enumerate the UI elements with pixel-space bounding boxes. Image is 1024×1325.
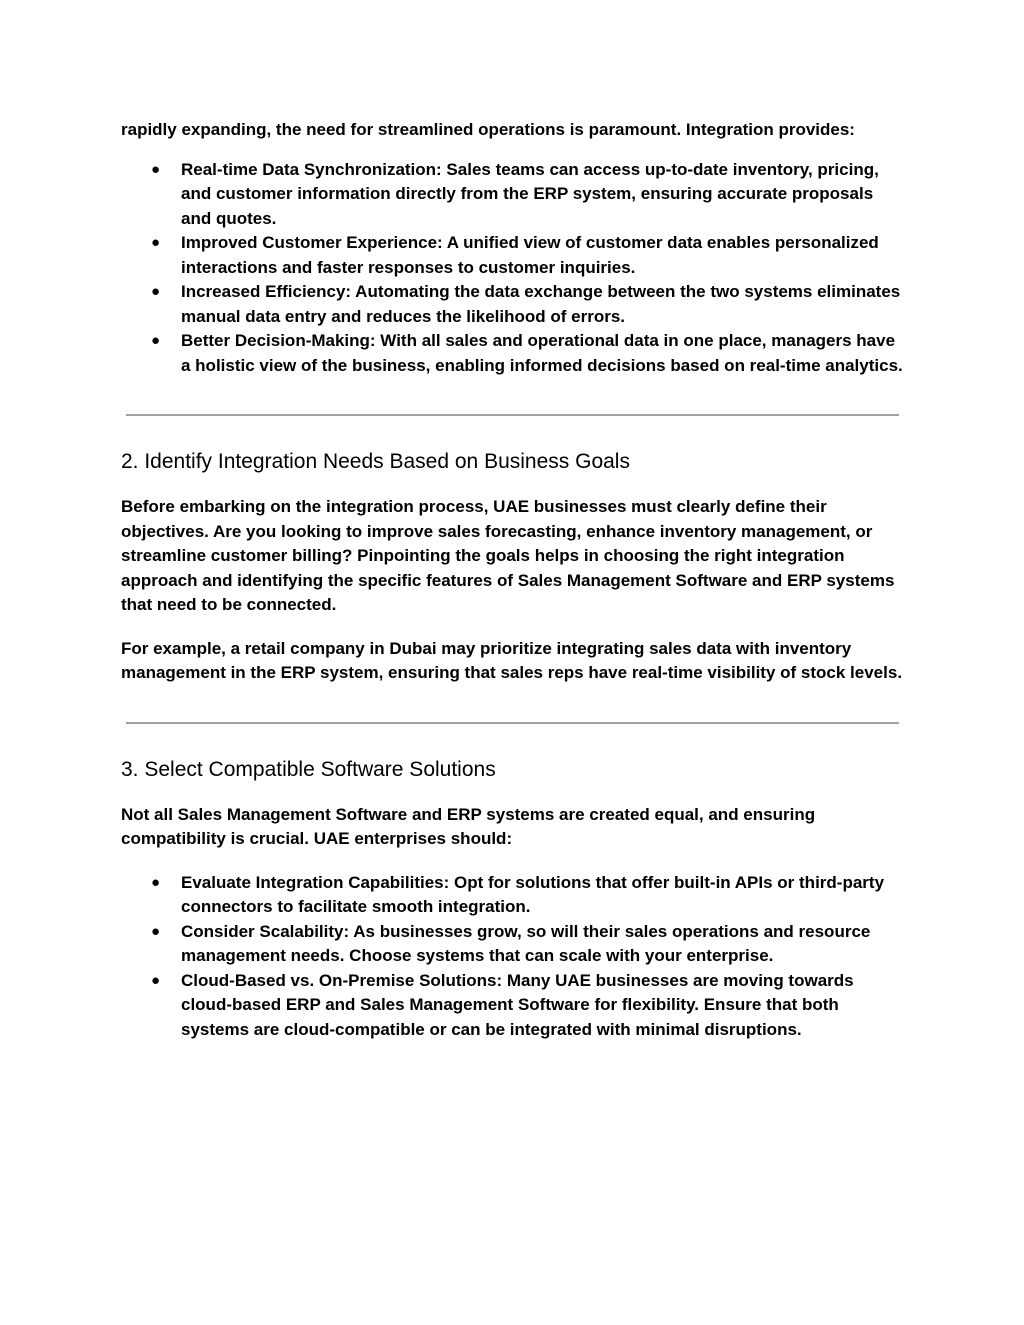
bullet-icon: ● bbox=[151, 234, 161, 251]
section-divider bbox=[126, 414, 899, 416]
bullet-icon: ● bbox=[151, 160, 161, 178]
bullet-icon: ● bbox=[151, 283, 161, 300]
bullet-icon: ● bbox=[151, 922, 161, 940]
section-heading: 3. Select Compatible Software Solutions bbox=[121, 757, 496, 781]
list-item: ● Cloud-Based vs. On-Premise Solutions: Many UAE businesses are moving towards cloud-based ERP and Sales Management Software for flexibility. Ensure that both systems are cloud-compatible or can be integrated with minimal disruptions. bbox=[151, 970, 854, 1039]
document-page bbox=[121, 118, 906, 1042]
section-divider bbox=[126, 722, 899, 724]
section-paragraph: Not all Sales Management Software and ERP systems are created equal, and ensuring compatibility is crucial. UAE enterprises should: bbox=[121, 804, 816, 848]
section-heading: 2. Identify Integration Needs Based on Business Goals bbox=[121, 450, 630, 473]
list-item: ● Consider Scalability: As businesses grow, so will their sales operations and resource management needs. Choose systems that can scale with your enterprise. bbox=[151, 921, 871, 965]
list-item: ● Better Decision-Making: With all sales and operational data in one place, managers have a holistic view of the business, enabling informed decisions based on real-time analytics. bbox=[151, 331, 903, 375]
list-item: ● Evaluate Integration Capabilities: Opt for solutions that offer built-in APIs or third-party connectors to facilitate smooth integration. bbox=[151, 872, 885, 916]
bullet-icon: ● bbox=[151, 873, 161, 891]
section-paragraph: For example, a retail company in Dubai may prioritize integrating sales data with inventory management in the ERP system, ensuring that sales reps have real-time visibility of stock levels. bbox=[121, 638, 903, 682]
recommendations-list bbox=[121, 871, 906, 1043]
list-item: ● Increased Efficiency: Automating the data exchange between the two systems eliminates manual data entry and reduces the likelihood of errors. bbox=[151, 282, 901, 326]
list-item: ● Real-time Data Synchronization: Sales teams can access up-to-date inventory, pricing, and customer information directly from the ERP system, ensuring accurate proposals and quotes. bbox=[151, 159, 879, 228]
bullet-icon: ● bbox=[151, 971, 161, 989]
list-item: ● Improved Customer Experience: A unified view of customer data enables personalized interactions and faster responses to customer inquiries. bbox=[151, 233, 879, 277]
section-paragraph: Before embarking on the integration process, UAE businesses must clearly define their objectives. Are you looking to improve sales forecasting, enhance inventory management, or streamline customer billing? Pinpointing the goals helps in choosing the right integration approach and identifying the specific features of Sales Management Software and ERP systems that need to be connected. bbox=[121, 497, 895, 614]
bullet-icon: ● bbox=[151, 332, 161, 349]
benefits-list bbox=[121, 158, 906, 379]
intro-paragraph: rapidly expanding, the need for streamlined operations is paramount. Integration provides: bbox=[121, 120, 855, 139]
